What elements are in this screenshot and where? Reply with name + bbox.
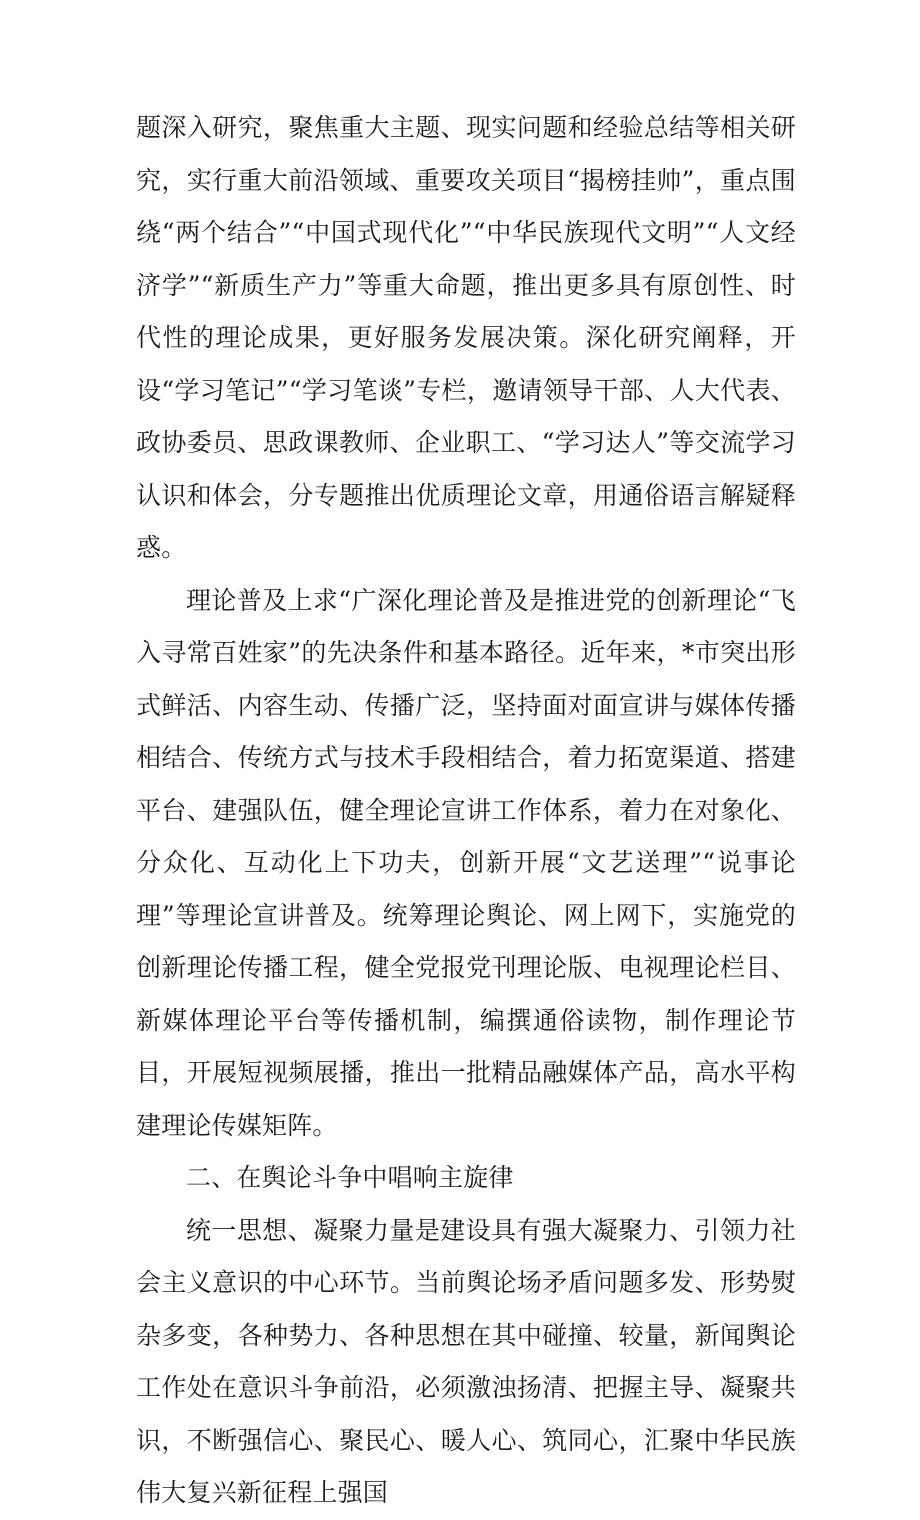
paragraph-public-opinion: 统一思想、凝聚力量是建设具有强大凝聚力、引领力社会主义意识的中心环节。当前舆论场矛盾问题多发、形势熨杂多变，各种势力、各种思想在其中碰撞、较量，新闻舆论工作处在意识斗争前沿，必须激浊扬清、把握主导、凝聚共识，不断强信心、聚民心、暖人心、筑同心，汇聚中华民族伟大复兴新征程上强国 — [136, 1215, 796, 1507]
paragraph-theory-popularization: 理论普及上求“广深化理论普及是推进党的创新理论“飞入寻常百姓家”的先决条件和基本路径。近年来，*市突出形式鲜活、内容生动、传播广泛，坚持面对面宣讲与媒体传播相结合、传统方式与技术手段相结合，着力拓宽渠道、搭建平台、建强队伍，健全理论宣讲工作体系，着力在对象化、分众化、互动化上下功夫，创新开展“文艺送理”“说事论理”等理论宣讲普及。统筹理论舆论、网上网下，实施党的创新理论传播工程，健全党报党刊理论版、电视理论栏目、新媒体理论平台等传播机制，编撰通俗读物，制作理论节目，开展短视频展播，推出一批精品融媒体产品，高水平构建理论传媒矩阵。 — [136, 585, 796, 1140]
paragraph-research: 题深入研究，聚焦重大主题、现实问题和经验总结等相关研究，实行重大前沿领域、重要攻关项目“揭榜挂帅”，重点围绕“两个结合”“中国式现代化”“中华民族现代文明”“人文经济学”“新质生产力”等重大命题，推出更多具有原创性、时代性的理论成果，更好服务发展决策。深化研究阐释，开设“学习笔记”“学习笔谈”专栏，邀请领导干部、人大代表、政协委员、思政课教师、企业职工、“学习达人”等交流学习认识和体会，分专题推出优质理论文章，用通俗语言解疑释惑。 — [136, 113, 796, 562]
section-heading: 二、在舆论斗争中唱响主旋律 — [186, 1163, 514, 1192]
document-body — [136, 102, 796, 1520]
